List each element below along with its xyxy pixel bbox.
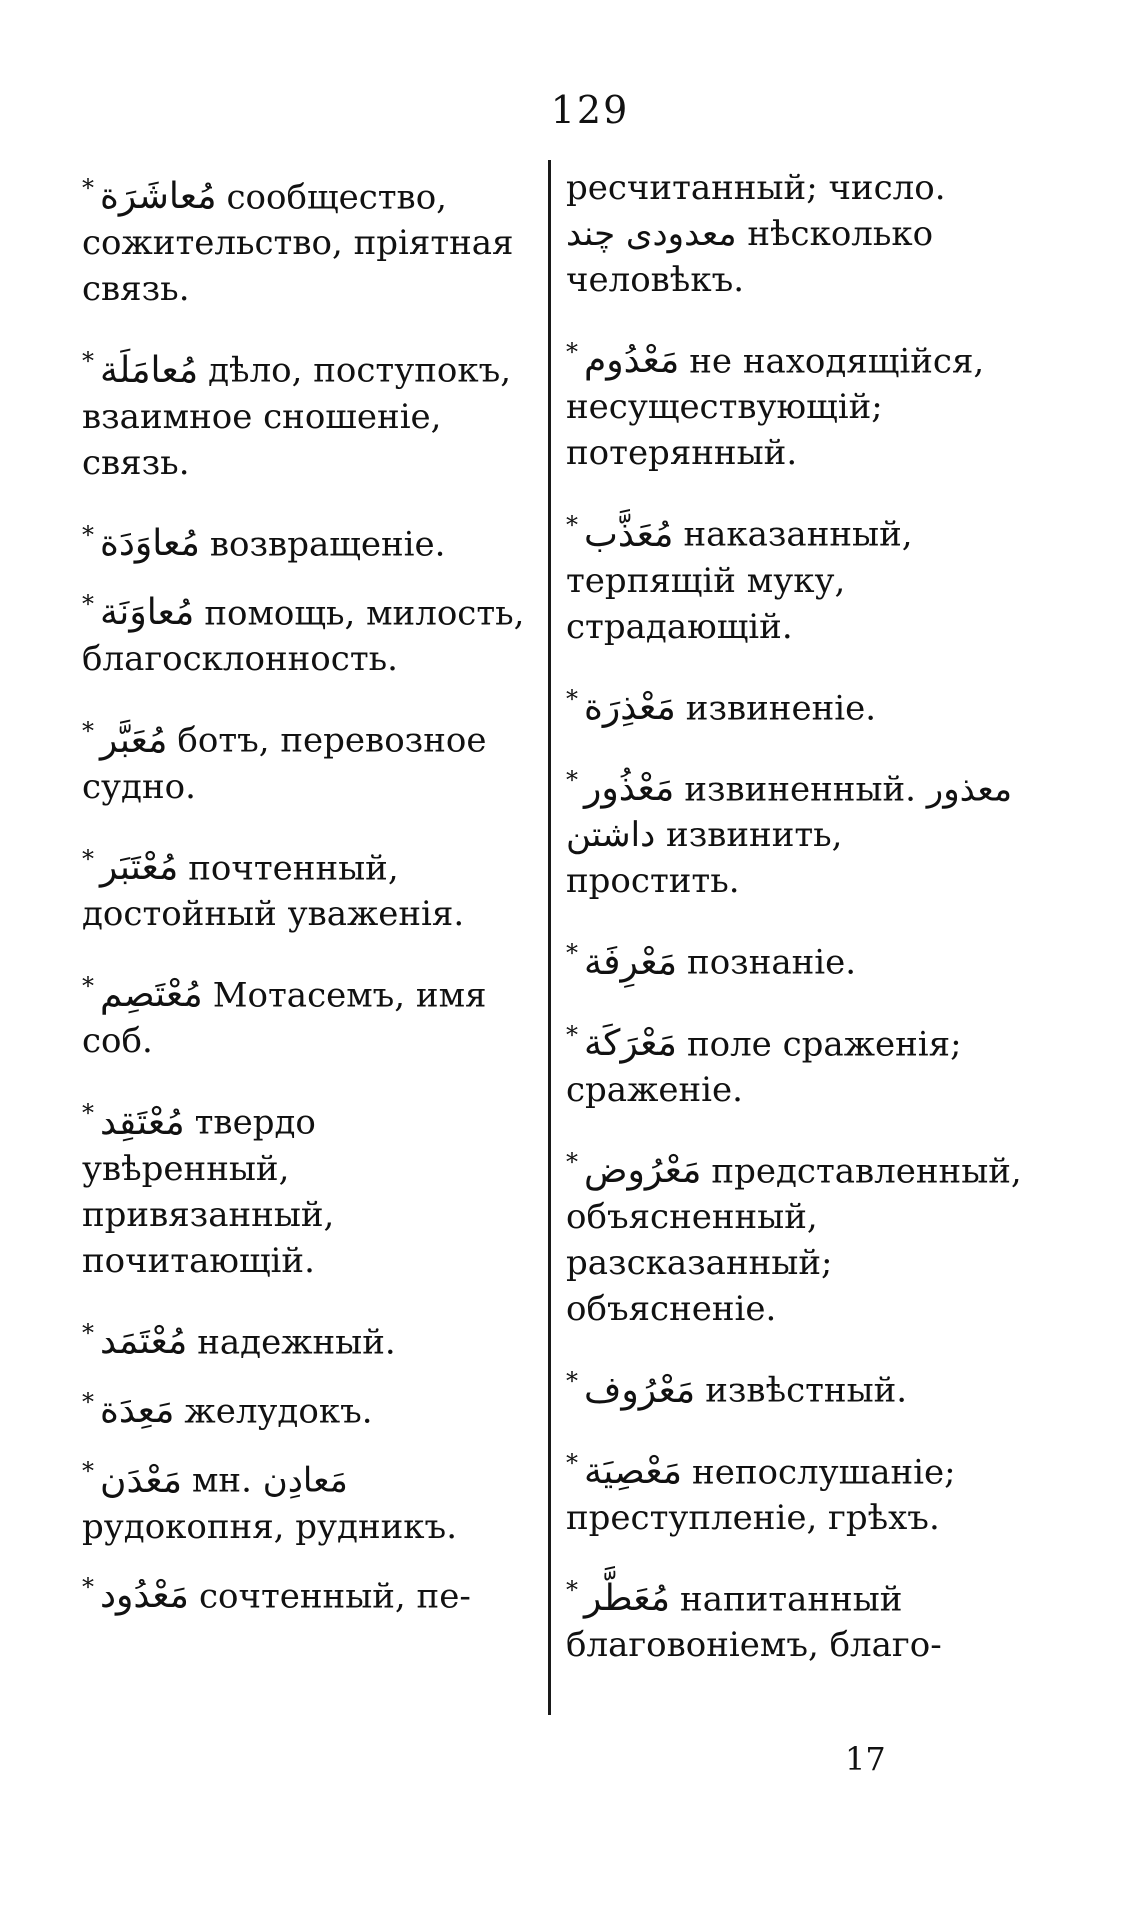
entry-star: * (566, 684, 578, 713)
dictionary-entry (566, 1012, 1026, 1113)
entry-gloss: наказанный, терпящій муку, страдающій. (566, 514, 913, 647)
entry-star: * (82, 589, 94, 618)
dictionary-entry (82, 338, 530, 485)
entry-gloss: извѣстный. (705, 1370, 908, 1411)
entry-star: * (566, 1575, 578, 1604)
dictionary-entry (566, 930, 1026, 985)
entry-gloss: твердо увѣренный, привязанный, почитающій. (82, 1102, 335, 1281)
entry-star: * (82, 717, 94, 746)
dictionary-entry (82, 512, 530, 567)
dictionary-entry (82, 1564, 530, 1619)
entry-gloss: непослушаніе; преступленіе, грѣхъ. (566, 1451, 956, 1538)
dictionary-entry (82, 1310, 530, 1365)
arabic-headword: مَعْدُوم (584, 340, 680, 382)
entry-gloss: возвращеніе. (209, 523, 446, 564)
arabic-headword: مُعاوَدَة (100, 522, 200, 564)
entry-gloss: сочтенный, пе- (198, 1575, 471, 1616)
signature-mark: 17 (845, 1740, 886, 1778)
arabic-headword: مُعْتَمَد (100, 1320, 188, 1362)
entry-star: * (566, 511, 578, 540)
entry-star: * (82, 1572, 94, 1601)
entry-gloss: извиненный. معذور داشتن извинить, простить. (566, 769, 1013, 902)
arabic-headword: مُعاوَنَة (100, 592, 195, 634)
dictionary-entry (566, 165, 1026, 303)
dictionary-entry (566, 1139, 1026, 1332)
entry-gloss: ресчитанный; число. معدودی چند нѣсколько человѣкъ. (566, 168, 946, 300)
entry-star: * (82, 1387, 94, 1416)
entry-star: * (82, 347, 94, 376)
column-divider (548, 160, 551, 1715)
arabic-headword: مَعْدَن (100, 1459, 182, 1501)
dictionary-entry (82, 963, 530, 1064)
dictionary-entry (566, 329, 1026, 476)
arabic-headword: مُعْتَقِد (100, 1101, 185, 1143)
right-column (566, 165, 1026, 1694)
dictionary-entry (82, 836, 530, 937)
entry-gloss: представленный, объясненный, разсказанный; объясненіе. (566, 1151, 1022, 1330)
entry-gloss: извиненіе. (685, 687, 877, 728)
arabic-headword: مَعْذِرَة (584, 686, 676, 728)
entry-star: * (82, 520, 94, 549)
entry-gloss: желудокъ. (184, 1391, 373, 1432)
entry-gloss: помощь, милость, благосклонность. (82, 593, 525, 680)
entry-star: * (82, 971, 94, 1000)
arabic-headword: مَعْرَكَة (584, 1022, 677, 1064)
arabic-headword: مَعْرِفَة (584, 941, 678, 983)
dictionary-entry (566, 1567, 1026, 1668)
dictionary-entry (82, 1379, 530, 1434)
arabic-headword: مَعْرُوض (584, 1150, 702, 1192)
entry-star: * (82, 1318, 94, 1347)
dictionary-entry (566, 757, 1026, 904)
arabic-headword: مَعْذُور (584, 768, 675, 810)
entry-gloss: Мотасемъ, имя соб. (82, 975, 487, 1062)
entry-star: * (82, 1099, 94, 1128)
entry-gloss: почтенный, достойный уваженія. (82, 847, 465, 934)
arabic-headword: مُعَذَّب (584, 513, 674, 555)
entry-star: * (82, 1457, 94, 1486)
arabic-headword: مُعَطَّر (584, 1578, 671, 1620)
entry-gloss: напитанный благовоніемъ, благо- (566, 1579, 942, 1666)
left-column (82, 165, 530, 1633)
entry-star: * (566, 1367, 578, 1396)
dictionary-entry (566, 1440, 1026, 1541)
dictionary-entry (82, 581, 530, 682)
dictionary-entry (566, 502, 1026, 649)
page-number: 129 (550, 88, 630, 132)
entry-gloss: поле сраженія; сраженіе. (566, 1023, 962, 1110)
entry-star: * (566, 338, 578, 366)
arabic-headword: مَعْدُود (100, 1574, 189, 1616)
arabic-headword: مُعْتَصِم (100, 974, 203, 1016)
entry-star: * (82, 174, 94, 202)
arabic-headword: مُعاشَرَة (100, 176, 217, 218)
arabic-headword: مُعامَلَة (100, 349, 199, 391)
dictionary-entry (566, 676, 1026, 731)
arabic-headword: مَعْصِيَة (584, 1450, 683, 1492)
entry-star: * (566, 1020, 578, 1049)
entry-star: * (566, 1147, 578, 1176)
dictionary-entry (82, 1090, 530, 1283)
arabic-headword: مُعَبَّر (100, 719, 168, 761)
entry-star: * (82, 844, 94, 873)
entry-gloss: мн. مَعادِن рудокопня, рудникъ. (82, 1460, 457, 1547)
dictionary-entry (566, 1358, 1026, 1413)
entry-star: * (566, 765, 578, 794)
arabic-headword: مُعْتَبَر (100, 846, 179, 888)
entry-gloss: надежный. (197, 1321, 396, 1362)
entry-gloss: ботъ, перевозное судно. (82, 720, 487, 807)
dictionary-entry (82, 708, 530, 809)
dictionary-entry (82, 1448, 530, 1549)
arabic-headword: مَعْرُوف (584, 1369, 696, 1411)
entry-gloss: дѣло, поступокъ, взаимное сношеніе, связь. (82, 350, 512, 483)
entry-gloss: не находящійся, несуществующій; потерянный. (566, 341, 985, 474)
dictionary-entry (82, 165, 530, 312)
entry-gloss: сообщество, сожительство, пріятная связь. (82, 177, 514, 310)
entry-star: * (566, 939, 578, 968)
entry-star: * (566, 1448, 578, 1477)
arabic-headword: مَعِدَة (100, 1390, 175, 1432)
entry-gloss: познаніе. (687, 942, 857, 983)
